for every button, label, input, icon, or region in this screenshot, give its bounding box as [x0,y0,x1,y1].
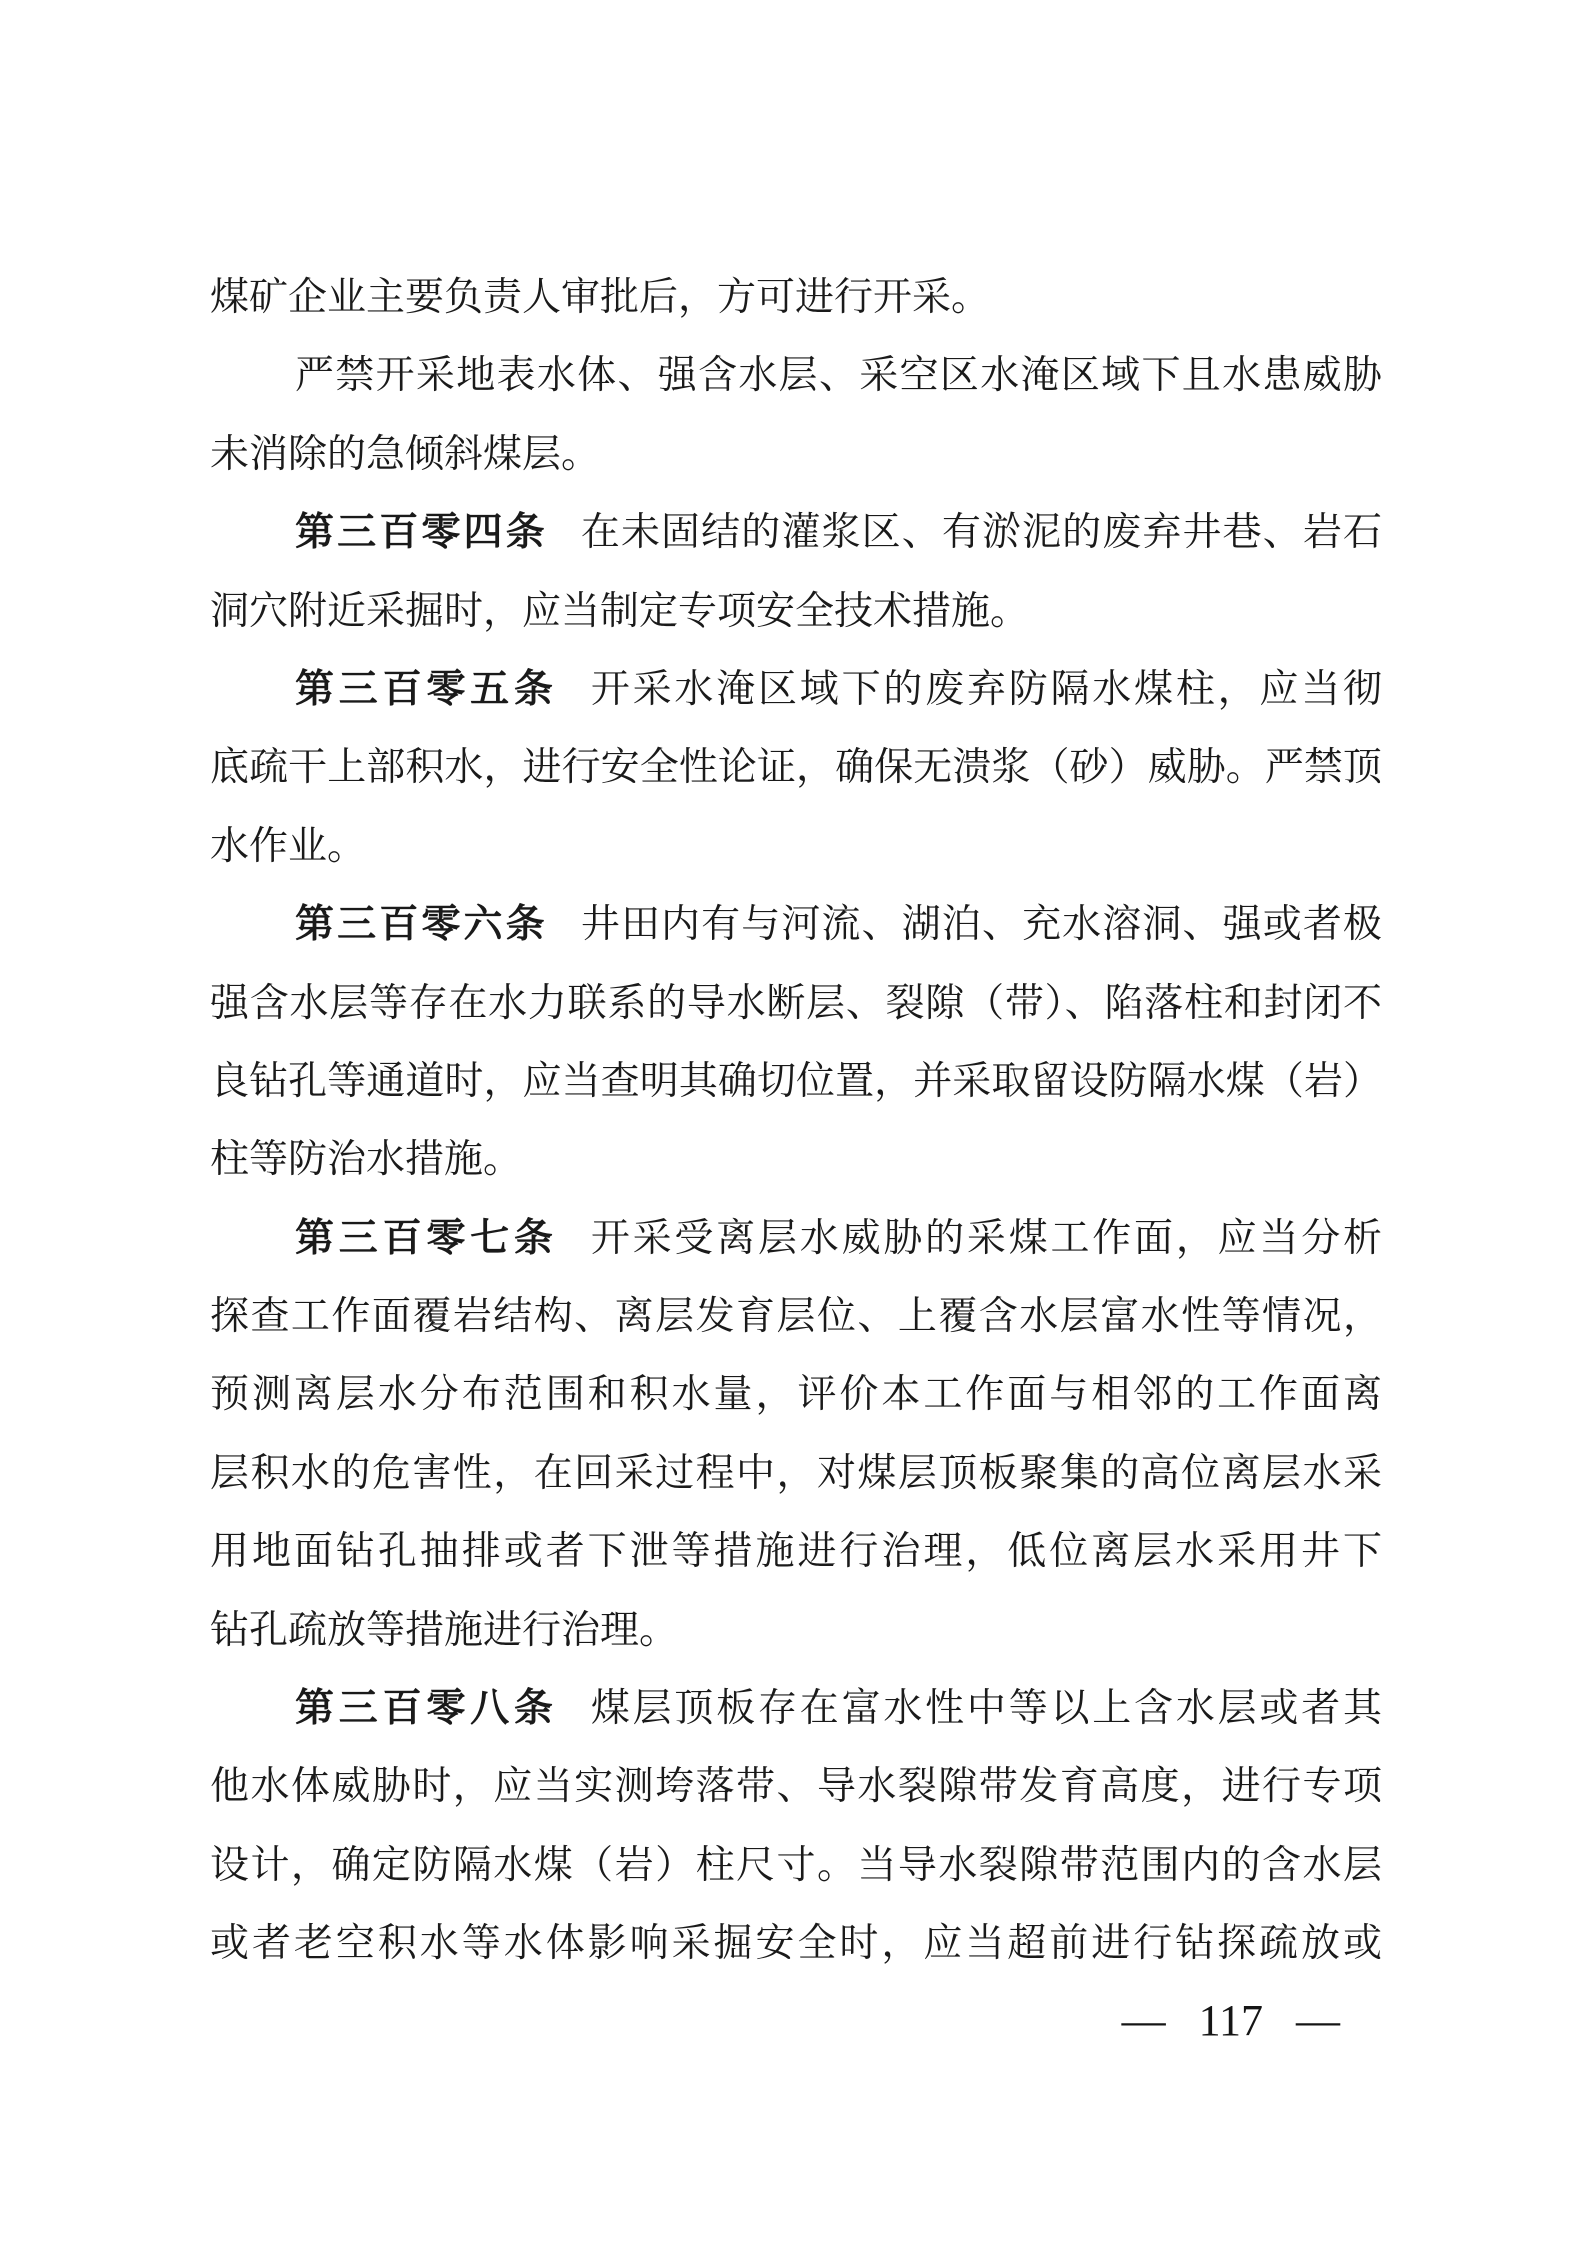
text-line: 洞穴附近采掘时，应当制定专项安全技术措施。 [210,589,1030,633]
paragraph-prohibition [210,337,1382,494]
article-number: 第三百零七条 [295,1216,558,1260]
text-line [210,886,1382,964]
text-line: 强含水层等存在水力联系的导水断层、裂隙（带）、陷落柱和封闭不 [210,981,1382,1025]
text-line: 水作业。 [210,824,367,868]
document-body [210,259,1382,1984]
text-line: 用地面钻孔抽排或者下泄等措施进行治理，低位离层水采用井下 [210,1530,1382,1574]
text-line: 层积水的危害性，在回采过程中，对煤层顶板聚集的高位离层水采 [210,1451,1382,1495]
article-number: 第三百零五条 [295,667,558,711]
article-text: 开采受离层水威胁的采煤工作面，应当分析 [590,1216,1382,1260]
text-line: 探查工作面覆岩结构、离层发育层位、上覆含水层富水性等情况， [210,1295,1382,1339]
text-line: 柱等防治水措施。 [210,1138,523,1182]
article-text: 煤层顶板存在富水性中等以上含水层或者其 [590,1687,1382,1731]
text-line: 严禁开采地表水体、强含水层、采空区水淹区域下且水患威胁 [295,354,1382,398]
article-306 [210,886,1382,1200]
article-text: 井田内有与河流、湖泊、充水溶洞、强或者极 [580,903,1382,947]
page-number: — 117 — [1121,1996,1340,2045]
article-text: 在未固结的灌浆区、有淤泥的废弃井巷、岩石 [580,511,1382,555]
text-line: 或者老空积水等水体影响采掘安全时，应当超前进行钻探疏放或 [210,1922,1382,1966]
text-line [210,1670,1382,1748]
article-308 [210,1670,1382,1984]
article-text: 开采水淹区域下的废弃防隔水煤柱，应当彻 [590,667,1382,711]
text-line [210,1200,1382,1278]
text-line: 良钻孔等通道时，应当查明其确切位置，并采取留设防隔水煤（岩） [210,1059,1382,1103]
text-line: 预测离层水分布范围和积水量，评价本工作面与相邻的工作面离 [210,1373,1382,1417]
article-307 [210,1200,1382,1670]
article-number: 第三百零四条 [295,511,548,555]
text-line: 他水体威胁时，应当实测垮落带、导水裂隙带发育高度，进行专项 [210,1765,1382,1809]
text-line: 未消除的急倾斜煤层。 [210,432,601,476]
text-line [210,494,1382,572]
text-line: 设计，确定防隔水煤（岩）柱尺寸。当导水裂隙带范围内的含水层 [210,1843,1382,1887]
text-line: 钻孔疏放等措施进行治理。 [210,1608,679,1652]
text-line: 底疏干上部积水，进行安全性论证，确保无溃浆（砂）威胁。严禁顶 [210,746,1382,790]
article-304 [210,494,1382,651]
article-305 [210,651,1382,886]
paragraph-continuation [210,259,1382,337]
article-number: 第三百零八条 [295,1687,558,1731]
text-line: 煤矿企业主要负责人审批后，方可进行开采。 [210,276,991,319]
article-number: 第三百零六条 [295,903,548,947]
text-line [210,651,1382,729]
